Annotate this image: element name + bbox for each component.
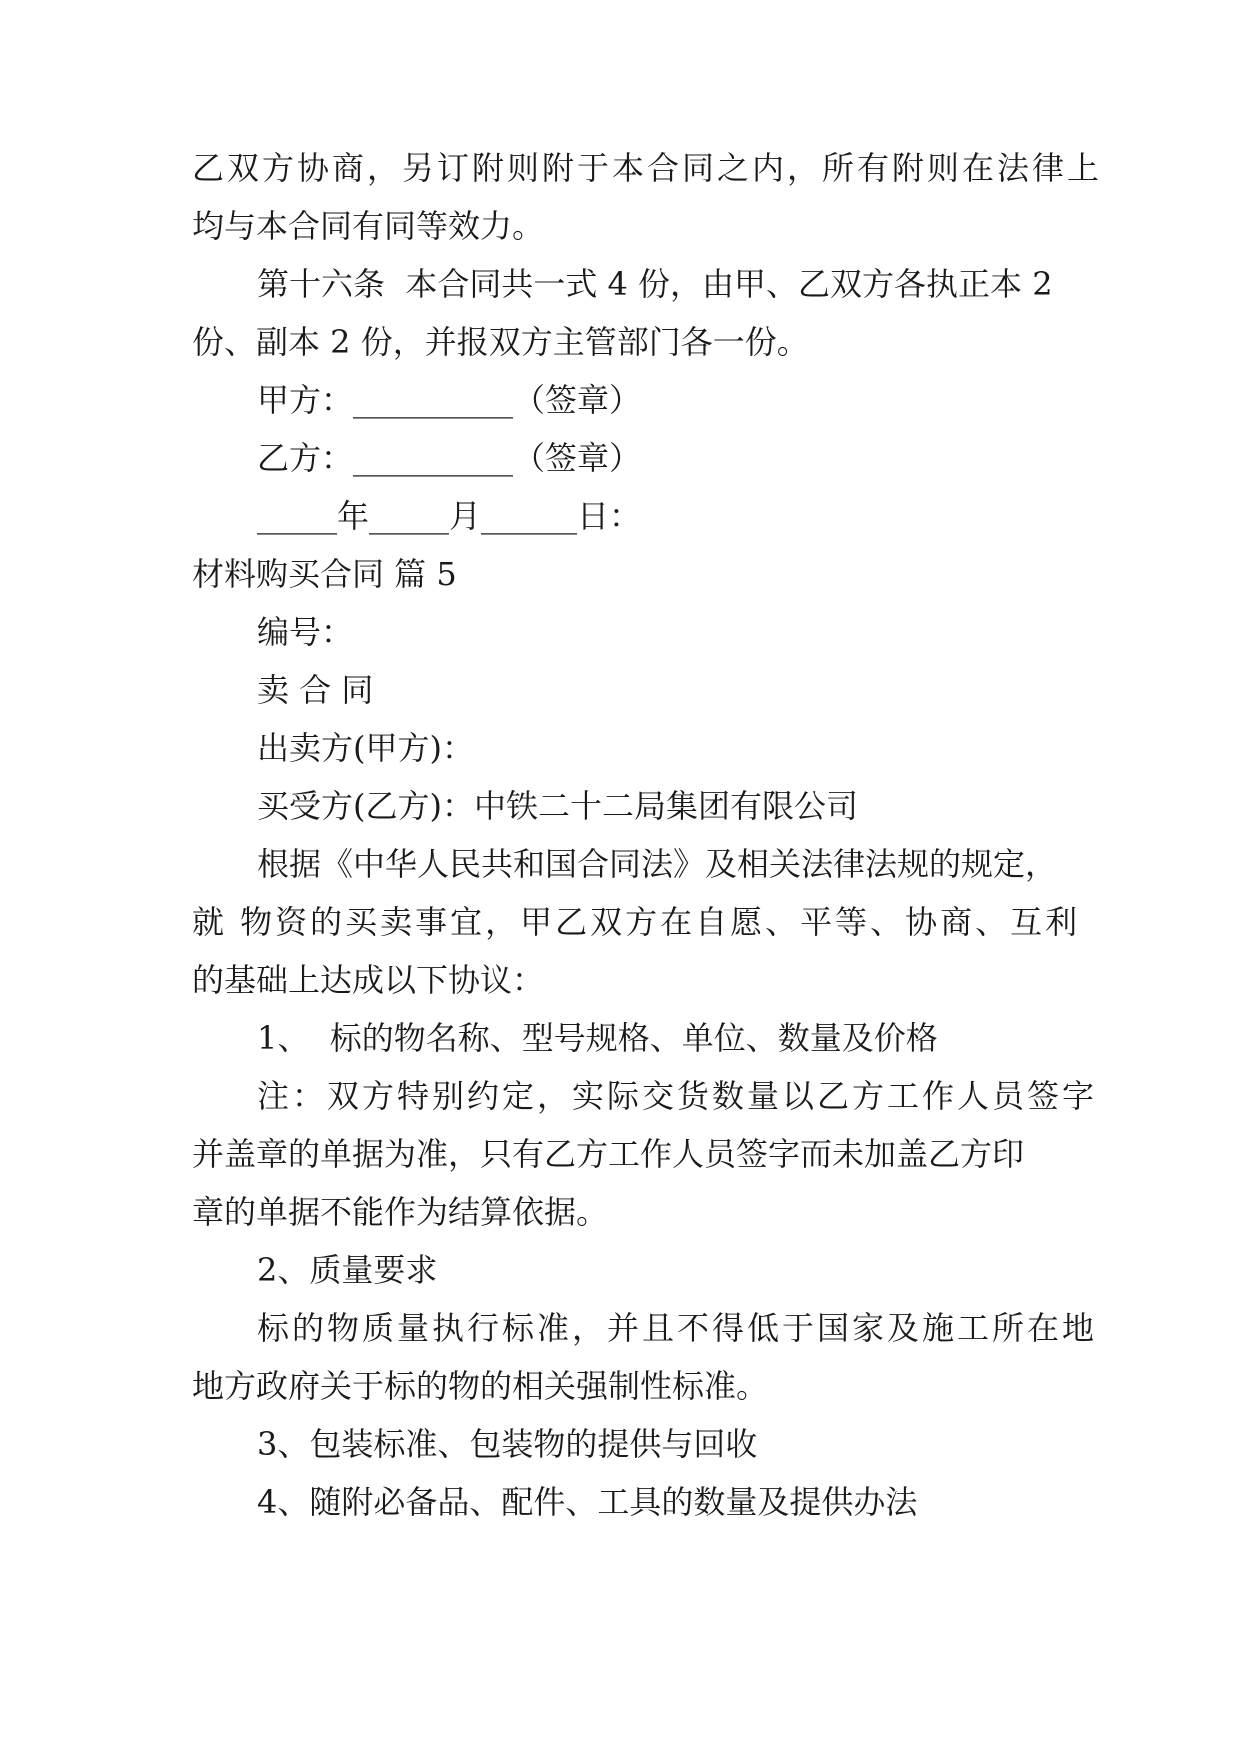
buyer-label: 买受方(乙方)：中铁二十二局集团有限公司 — [257, 787, 858, 825]
text-line: 地方政府关于标的物的相关强制性标准。 — [192, 1367, 769, 1405]
date-line: _____年_____月______日： — [257, 497, 642, 535]
contract-number-label: 编号： — [257, 613, 354, 651]
text-line: 章的单据不能作为结算依据。 — [192, 1193, 609, 1231]
section-title: 材料购买合同 篇 5 — [192, 555, 457, 593]
text-line: 第十六条 本合同共一式 4 份，由甲、乙双方各执正本 2 — [257, 265, 1053, 303]
seller-label: 出卖方(甲方)： — [257, 729, 474, 767]
clause-heading: 3、包装标准、包装物的提供与回收 — [257, 1425, 758, 1463]
text-line: 乙双方协商，另订附则附于本合同之内，所有附则在法律上 — [192, 149, 1103, 187]
signature-line-party-b: 乙方：__________（签章） — [257, 439, 642, 477]
text-line: 份、副本 2 份，并报双方主管部门各一份。 — [192, 323, 809, 361]
text-line: 根据《中华人民共和国合同法》及相关法律法规的规定， — [257, 845, 1058, 883]
text-line: 就 物资的买卖事宜，甲乙双方在自愿、平等、协商、互利 — [192, 903, 1081, 941]
clause-heading: 2、质量要求 — [257, 1251, 438, 1289]
text-line: 并盖章的单据为准，只有乙方工作人员签字而未加盖乙方印 — [192, 1135, 1025, 1173]
clause-heading: 1、 标的物名称、型号规格、单位、数量及价格 — [257, 1019, 938, 1057]
signature-line-party-a: 甲方：__________（签章） — [257, 381, 642, 419]
contract-heading: 卖 合 同 — [257, 671, 374, 709]
clause-heading: 4、随附必备品、配件、工具的数量及提供办法 — [257, 1483, 918, 1521]
text-line: 标的物质量执行标准，并且不得低于国家及施工所在地 — [257, 1309, 1098, 1347]
text-line: 均与本合同有同等效力。 — [192, 207, 545, 245]
text-line: 注：双方特别约定，实际交货数量以乙方工作人员签字 — [257, 1077, 1098, 1115]
text-line: 的基础上达成以下协议： — [192, 961, 545, 999]
